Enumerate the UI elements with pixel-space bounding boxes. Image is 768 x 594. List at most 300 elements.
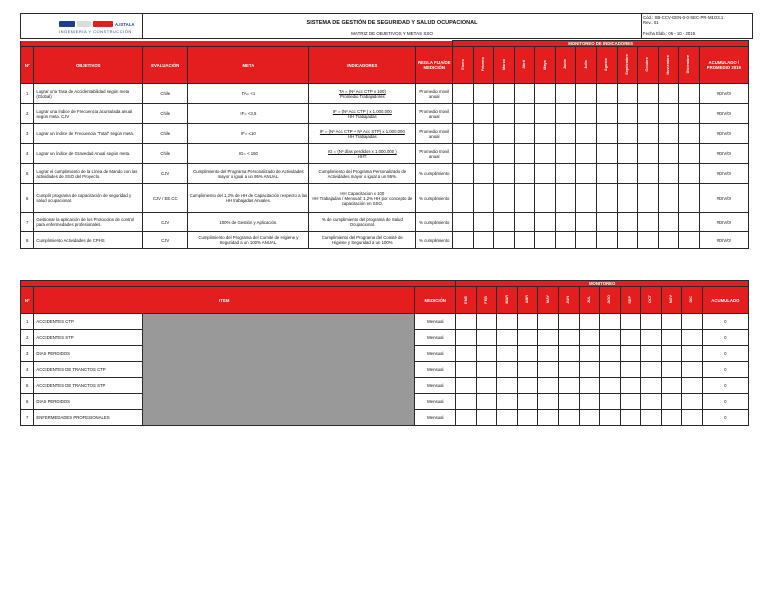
indicator-line-2: HH Trabajadas / Mensual: 1,2% HH por concepto de capacitación en SSO.	[312, 195, 413, 206]
month-value-cell[interactable]	[558, 410, 579, 426]
goal-text: IF= <3,5	[188, 104, 309, 124]
month-value-cell[interactable]	[476, 394, 497, 410]
month-value-cell[interactable]	[600, 410, 621, 426]
month-value-cell[interactable]	[517, 378, 538, 394]
month-value-cell[interactable]	[456, 394, 477, 410]
month-value-cell[interactable]	[661, 410, 682, 426]
month-value-cell[interactable]	[497, 394, 518, 410]
row-number: 4	[21, 362, 34, 378]
month-value-cell[interactable]	[535, 232, 556, 249]
item-label: ENFERMEDADES PROFESIONALES	[34, 410, 143, 426]
objective-text: Cumplir programa de capacitación de seguridad y salud ocupacional.	[34, 184, 143, 213]
month-value-cell[interactable]	[596, 84, 617, 104]
month-value-cell[interactable]	[658, 104, 679, 124]
goal-text: Cumplimiento del 1,2% de HH de Capacitación respecto a las HH trabajadas Anuales.	[188, 184, 309, 213]
month-value-cell[interactable]	[555, 84, 576, 104]
month-value-cell[interactable]	[473, 164, 494, 184]
month-value-cell[interactable]	[600, 394, 621, 410]
month-value-cell[interactable]	[679, 164, 700, 184]
cumulative-value: #DIV/0!	[699, 124, 748, 144]
month-value-cell[interactable]	[476, 378, 497, 394]
indicator-formula	[309, 184, 416, 213]
month-value-cell[interactable]	[576, 213, 597, 232]
month-value-cell[interactable]	[517, 330, 538, 346]
objective-row	[21, 232, 749, 249]
month-value-cell[interactable]	[576, 124, 597, 144]
logo-cell	[21, 14, 143, 39]
month-value-cell[interactable]	[596, 232, 617, 249]
month-value-cell[interactable]	[456, 362, 477, 378]
month-header: Febrero	[473, 47, 494, 84]
month-value-cell[interactable]	[514, 164, 535, 184]
month-value-cell[interactable]	[538, 394, 559, 410]
measurement-text: Mensual	[415, 314, 456, 330]
measurement-text: % cumplimiento	[416, 232, 453, 249]
month-value-cell[interactable]	[476, 362, 497, 378]
month-value-cell[interactable]	[555, 232, 576, 249]
monitoring-row	[21, 314, 749, 330]
month-value-cell[interactable]	[476, 410, 497, 426]
month-value-cell[interactable]	[679, 213, 700, 232]
month-value-cell[interactable]	[476, 330, 497, 346]
month-value-cell[interactable]	[497, 314, 518, 330]
cumulative-value: #DIV/0!	[699, 144, 748, 164]
month-value-cell[interactable]	[456, 378, 477, 394]
month-value-cell[interactable]	[453, 164, 474, 184]
measurement-text: Promedio movil anual	[416, 124, 453, 144]
evaluation-text: Chile	[143, 104, 188, 124]
bottom-header-measurement: MEDICIÓN	[415, 287, 456, 314]
header-goal: META	[188, 47, 309, 84]
month-value-cell[interactable]	[579, 362, 600, 378]
month-value-cell[interactable]	[453, 213, 474, 232]
indicator-line-1: Cumplimiento del Programa del Comité de	[321, 235, 403, 240]
month-value-cell[interactable]	[661, 378, 682, 394]
objective-text: Lograr una índice de Frecuencia acumulada anual según meta. CJV	[34, 104, 143, 124]
evaluation-text: CJV / EE.CC	[143, 184, 188, 213]
month-value-cell[interactable]	[538, 346, 559, 362]
month-value-cell[interactable]	[456, 330, 477, 346]
month-value-cell[interactable]	[473, 184, 494, 213]
measurement-text: % cumplimiento	[416, 184, 453, 213]
goal-text: IF= ≤10	[188, 124, 309, 144]
goal-text: IG= < 150	[188, 144, 309, 164]
objective-row	[21, 124, 749, 144]
month-value-cell[interactable]	[682, 330, 703, 346]
row-number: 5	[21, 378, 34, 394]
month-value-cell[interactable]	[514, 213, 535, 232]
month-value-cell[interactable]	[596, 213, 617, 232]
month-value-cell[interactable]	[558, 330, 579, 346]
monitoring-table	[20, 280, 749, 426]
month-value-cell[interactable]	[494, 184, 515, 213]
row-number: 1	[21, 314, 34, 330]
month-value-cell[interactable]	[638, 184, 659, 213]
evaluation-text: Chile	[143, 144, 188, 164]
month-value-cell[interactable]	[641, 346, 662, 362]
month-value-cell[interactable]	[558, 378, 579, 394]
month-value-cell[interactable]	[596, 184, 617, 213]
item-label: ACCIDENTES DE TRANCTOS STP	[34, 378, 143, 394]
month-value-cell[interactable]	[620, 378, 641, 394]
month-value-cell[interactable]	[579, 394, 600, 410]
month-value-cell[interactable]	[473, 84, 494, 104]
month-value-cell[interactable]	[494, 232, 515, 249]
document-code: Cód.: SB-CCV-GEN-0-0-SEC-PR-M1O3.1	[643, 15, 724, 20]
month-value-cell[interactable]	[514, 104, 535, 124]
row-number: 2	[21, 330, 34, 346]
measurement-text: Mensual	[415, 362, 456, 378]
month-value-cell[interactable]	[555, 124, 576, 144]
measurement-text: Mensual	[415, 346, 456, 362]
month-value-cell[interactable]	[638, 124, 659, 144]
month-header: Octubre	[638, 47, 659, 84]
title-cell	[143, 14, 642, 39]
indicator-line-1: HH Capacitacion x 100	[340, 190, 385, 196]
item-label: ACCIDENTES DE TRANCTOS CTP	[34, 362, 143, 378]
row-number: 2	[21, 104, 34, 124]
cumulative-value: 0	[702, 330, 748, 346]
month-value-cell[interactable]	[517, 410, 538, 426]
month-value-cell[interactable]	[620, 330, 641, 346]
objective-row	[21, 84, 749, 104]
month-value-cell[interactable]	[641, 410, 662, 426]
month-value-cell[interactable]	[558, 362, 579, 378]
month-value-cell[interactable]	[600, 378, 621, 394]
row-number: 7	[21, 410, 34, 426]
month-header: Marzo	[494, 47, 515, 84]
company-logo-mark-icon	[59, 21, 75, 27]
month-value-cell[interactable]	[596, 144, 617, 164]
month-value-cell[interactable]	[453, 232, 474, 249]
indicator-line-2: Actividades mayor o igual a un 95%.	[327, 173, 398, 179]
month-value-cell[interactable]	[555, 213, 576, 232]
measurement-text: Mensual	[415, 410, 456, 426]
objective-text: Lograr una Tasa de Accidentabilidad según meta (Global)	[34, 84, 143, 104]
indicator-line-1: IF = (Nº Acc CTP + Nº Acc STP) x 1.000.000	[319, 128, 405, 134]
month-value-cell[interactable]	[679, 104, 700, 124]
month-value-cell[interactable]	[514, 144, 535, 164]
document-header	[20, 13, 753, 39]
month-value-cell[interactable]	[517, 314, 538, 330]
month-value-cell[interactable]	[658, 84, 679, 104]
month-value-cell[interactable]	[497, 362, 518, 378]
month-value-cell[interactable]	[641, 378, 662, 394]
measurement-text: Mensual	[415, 330, 456, 346]
month-value-cell[interactable]	[517, 346, 538, 362]
bottom-header-item: ITEM	[34, 287, 415, 314]
goal-text: Cumplimiento del Programa del Comité de Higiene y Seguridad a un 100% ANUAL.	[188, 232, 309, 249]
month-value-cell[interactable]	[517, 394, 538, 410]
item-label: ACCIDENTES STP	[34, 330, 143, 346]
month-value-cell[interactable]	[494, 144, 515, 164]
indicator-formula	[309, 144, 416, 164]
company-logo-brand-icon	[93, 21, 113, 27]
month-value-cell[interactable]	[555, 164, 576, 184]
month-value-cell[interactable]	[600, 346, 621, 362]
month-value-cell[interactable]	[497, 346, 518, 362]
month-header: Septiembre	[617, 47, 638, 84]
monitoring-header-row	[21, 287, 749, 314]
row-number: 3	[21, 124, 34, 144]
row-number: 6	[21, 184, 34, 213]
month-value-cell[interactable]	[535, 104, 556, 124]
month-header: Noviembre	[658, 47, 679, 84]
month-value-cell[interactable]	[658, 164, 679, 184]
month-value-cell[interactable]	[617, 84, 638, 104]
month-value-cell[interactable]	[473, 124, 494, 144]
month-value-cell[interactable]	[535, 84, 556, 104]
month-value-cell[interactable]	[476, 346, 497, 362]
month-value-cell[interactable]	[658, 124, 679, 144]
cumulative-value: #DIV/0!	[699, 164, 748, 184]
month-value-cell[interactable]	[641, 394, 662, 410]
month-value-cell[interactable]	[538, 314, 559, 330]
bottom-month-header: MAY	[538, 287, 559, 314]
month-value-cell[interactable]	[535, 144, 556, 164]
month-value-cell[interactable]	[473, 104, 494, 124]
month-value-cell[interactable]	[456, 410, 477, 426]
month-value-cell[interactable]	[476, 314, 497, 330]
month-value-cell[interactable]	[682, 314, 703, 330]
month-value-cell[interactable]	[617, 232, 638, 249]
bottom-header-cumulative: ACUMULADO	[702, 287, 748, 314]
month-header: Agosto	[596, 47, 617, 84]
month-value-cell[interactable]	[638, 144, 659, 164]
month-value-cell[interactable]	[579, 410, 600, 426]
month-value-cell[interactable]	[453, 84, 474, 104]
month-value-cell[interactable]	[682, 410, 703, 426]
logo-brand: A.ISTALA	[115, 21, 135, 27]
evaluation-text: CJV	[143, 213, 188, 232]
month-value-cell[interactable]	[576, 84, 597, 104]
month-value-cell[interactable]	[620, 410, 641, 426]
cumulative-value: #DIV/0!	[699, 184, 748, 213]
month-value-cell[interactable]	[535, 124, 556, 144]
month-value-cell[interactable]	[535, 213, 556, 232]
month-value-cell[interactable]	[617, 104, 638, 124]
month-value-cell[interactable]	[638, 104, 659, 124]
month-value-cell[interactable]	[514, 124, 535, 144]
indicator-line-2: HH Trabajadas	[348, 113, 377, 119]
month-header: Abril	[514, 47, 535, 84]
month-value-cell[interactable]	[679, 184, 700, 213]
month-value-cell[interactable]	[600, 314, 621, 330]
month-value-cell[interactable]	[679, 144, 700, 164]
month-value-cell[interactable]	[576, 164, 597, 184]
month-value-cell[interactable]	[638, 164, 659, 184]
indicator-formula	[309, 232, 416, 249]
month-value-cell[interactable]	[682, 362, 703, 378]
month-value-cell[interactable]	[661, 362, 682, 378]
bottom-month-header: ENE	[456, 287, 477, 314]
objective-row	[21, 144, 749, 164]
indicator-line-1: IG = (Nº días perdidos x 1.000.000 )	[327, 148, 397, 154]
month-value-cell[interactable]	[638, 213, 659, 232]
month-value-cell[interactable]	[517, 362, 538, 378]
bottom-header-number: Nº	[21, 287, 34, 314]
month-value-cell[interactable]	[473, 232, 494, 249]
month-value-cell[interactable]	[620, 362, 641, 378]
month-value-cell[interactable]	[538, 378, 559, 394]
month-value-cell[interactable]	[658, 184, 679, 213]
cumulative-value: #DIV/0!	[699, 232, 748, 249]
indicator-line-2: HHT.	[357, 153, 368, 159]
indicator-formula	[309, 213, 416, 232]
month-header: Enero	[453, 47, 474, 84]
monitoring-title: MONITOREO DE INDICADORES	[453, 41, 749, 47]
month-value-cell[interactable]	[617, 124, 638, 144]
month-value-cell[interactable]	[579, 346, 600, 362]
month-value-cell[interactable]	[661, 330, 682, 346]
month-value-cell[interactable]	[661, 314, 682, 330]
cumulative-value: 0	[702, 346, 748, 362]
month-value-cell[interactable]	[555, 144, 576, 164]
row-number: 5	[21, 164, 34, 184]
month-value-cell[interactable]	[661, 394, 682, 410]
month-value-cell[interactable]	[453, 144, 474, 164]
month-value-cell[interactable]	[494, 213, 515, 232]
matrix-title: MATRIZ DE OBJETIVOS Y METAS SSO	[351, 30, 433, 36]
month-value-cell[interactable]	[453, 104, 474, 124]
month-value-cell[interactable]	[558, 314, 579, 330]
indicator-formula	[309, 164, 416, 184]
evaluation-text: CJV	[143, 232, 188, 249]
measurement-text: Promedio movil anual	[416, 84, 453, 104]
month-value-cell[interactable]	[497, 410, 518, 426]
month-value-cell[interactable]	[579, 330, 600, 346]
row-number: 4	[21, 144, 34, 164]
month-value-cell[interactable]	[682, 346, 703, 362]
month-value-cell[interactable]	[617, 144, 638, 164]
month-value-cell[interactable]	[641, 330, 662, 346]
objective-text: Gestionar la aplicación de los Protocolos de control para enfermedades profesionales.	[34, 213, 143, 232]
indicator-line-1: Cumplimiento del Programa Personalizado de	[318, 168, 407, 174]
indicator-formula	[309, 104, 416, 124]
month-value-cell[interactable]	[596, 104, 617, 124]
month-value-cell[interactable]	[497, 330, 518, 346]
indicator-line-1: TA = (Nº Acc CTP x 100)	[338, 88, 386, 94]
month-value-cell[interactable]	[514, 232, 535, 249]
month-value-cell[interactable]	[473, 213, 494, 232]
month-value-cell[interactable]	[579, 378, 600, 394]
objective-text: Cumplimiento Actividades de CPHS	[34, 232, 143, 249]
month-value-cell[interactable]	[514, 184, 535, 213]
month-value-cell[interactable]	[638, 232, 659, 249]
month-value-cell[interactable]	[617, 213, 638, 232]
cumulative-value: 0	[702, 410, 748, 426]
month-value-cell[interactable]	[576, 184, 597, 213]
month-value-cell[interactable]	[679, 84, 700, 104]
month-value-cell[interactable]	[538, 362, 559, 378]
month-value-cell[interactable]	[494, 124, 515, 144]
header-number: Nº	[21, 47, 34, 84]
bottom-month-header: SEP	[620, 287, 641, 314]
month-value-cell[interactable]	[620, 314, 641, 330]
month-value-cell[interactable]	[658, 232, 679, 249]
month-value-cell[interactable]	[538, 330, 559, 346]
month-value-cell[interactable]	[620, 394, 641, 410]
month-value-cell[interactable]	[679, 232, 700, 249]
cumulative-value: 0	[702, 362, 748, 378]
month-value-cell[interactable]	[453, 184, 474, 213]
month-value-cell[interactable]	[576, 144, 597, 164]
cumulative-value: 0	[702, 378, 748, 394]
month-value-cell[interactable]	[576, 104, 597, 124]
month-value-cell[interactable]	[558, 346, 579, 362]
objective-text: Lograr el cumplimiento de la Línea de Mando con las actividades de SSO del Proyecto.	[34, 164, 143, 184]
month-value-cell[interactable]	[494, 84, 515, 104]
month-value-cell[interactable]	[658, 144, 679, 164]
month-value-cell[interactable]	[661, 346, 682, 362]
month-value-cell[interactable]	[497, 378, 518, 394]
month-value-cell[interactable]	[600, 330, 621, 346]
month-value-cell[interactable]	[641, 314, 662, 330]
month-value-cell[interactable]	[494, 104, 515, 124]
month-value-cell[interactable]	[658, 213, 679, 232]
item-label: DIAS PERDIDOS	[34, 346, 143, 362]
bottom-month-header: OCT	[641, 287, 662, 314]
indicator-line-1: % de cumplimiento del programa de Salud	[321, 217, 403, 222]
month-value-cell[interactable]	[600, 362, 621, 378]
month-value-cell[interactable]	[538, 410, 559, 426]
month-value-cell[interactable]	[579, 314, 600, 330]
company-logo-divider-icon	[77, 21, 91, 27]
measurement-text: % cumplimiento	[416, 164, 453, 184]
month-value-cell[interactable]	[535, 164, 556, 184]
month-value-cell[interactable]	[453, 124, 474, 144]
item-label: DIAS PERDIDOS	[34, 394, 143, 410]
cumulative-value: #DIV/0!	[699, 104, 748, 124]
indicator-line-1: IF = (Nº Acc CTP ) x 1.000.000	[332, 108, 392, 114]
month-value-cell[interactable]	[456, 346, 477, 362]
month-value-cell[interactable]	[682, 378, 703, 394]
month-value-cell[interactable]	[641, 362, 662, 378]
month-value-cell[interactable]	[576, 232, 597, 249]
month-value-cell[interactable]	[555, 104, 576, 124]
month-value-cell[interactable]	[682, 394, 703, 410]
objective-row	[21, 104, 749, 124]
month-value-cell[interactable]	[617, 184, 638, 213]
header-measurement: REGLA FIJA/DE MEDICIÓN	[416, 47, 453, 84]
row-number: 6	[21, 394, 34, 410]
month-value-cell[interactable]	[596, 164, 617, 184]
header-evaluation: EVALUACIÓN	[143, 47, 188, 84]
bottom-month-header: DIC	[682, 287, 703, 314]
month-value-cell[interactable]	[514, 84, 535, 104]
month-value-cell[interactable]	[555, 184, 576, 213]
bottom-month-header: NOV	[661, 287, 682, 314]
evaluation-text: Chile	[143, 84, 188, 104]
header-objectives: OBJETIVOS	[34, 47, 143, 84]
month-value-cell[interactable]	[558, 394, 579, 410]
month-value-cell[interactable]	[638, 84, 659, 104]
document-date: Fecha Elab.: 05 - 10 - 2019	[643, 31, 696, 36]
month-value-cell[interactable]	[535, 184, 556, 213]
month-value-cell[interactable]	[473, 144, 494, 164]
month-header: Mayo	[535, 47, 556, 84]
month-value-cell[interactable]	[494, 164, 515, 184]
month-value-cell[interactable]	[620, 346, 641, 362]
goal-text: TA= <1	[188, 84, 309, 104]
cumulative-value: #DIV/0!	[699, 84, 748, 104]
goal-text: 100% de Gestión y Aplicación.	[188, 213, 309, 232]
month-value-cell[interactable]	[456, 314, 477, 330]
month-value-cell[interactable]	[596, 124, 617, 144]
month-value-cell[interactable]	[617, 164, 638, 184]
cumulative-value: 0	[702, 394, 748, 410]
month-value-cell[interactable]	[679, 124, 700, 144]
